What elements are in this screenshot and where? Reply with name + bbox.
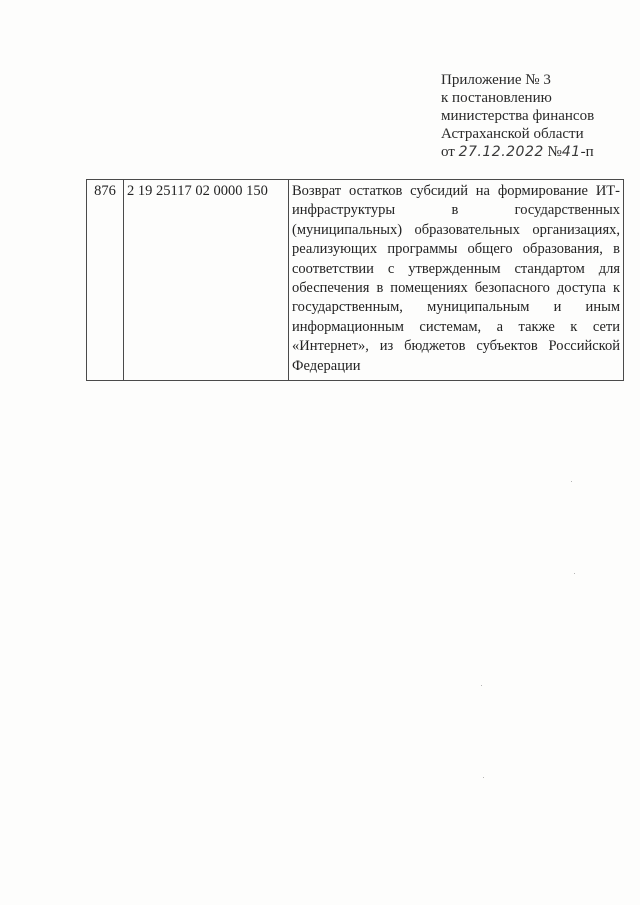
number-prefix: № (547, 144, 562, 160)
appendix-title: Приложение № 3 (441, 72, 551, 88)
number-suffix: -п (580, 144, 594, 160)
table-row (87, 180, 624, 381)
appendix-date-line (441, 143, 626, 161)
handwritten-number: 41 (561, 144, 581, 160)
date-prefix: от (441, 144, 455, 160)
handwritten-date: 27.12.2022 (458, 144, 544, 160)
budget-code-table (86, 179, 624, 381)
scan-speck (483, 777, 484, 778)
appendix-region: Астраханской области (441, 126, 584, 142)
appendix-ministry: министерства финансов (441, 108, 595, 124)
scan-speck (481, 685, 482, 686)
scan-speck (574, 573, 575, 574)
budget-code-cell: 2 19 25117 02 0000 150 (124, 180, 289, 381)
appendix-to-resolution: к постановлению (441, 90, 552, 106)
scan-speck (571, 481, 572, 482)
row-number-cell: 876 (87, 180, 124, 381)
description-cell: Возврат остатков субсидий на формирование ИТ-инфраструктуры в государственных (муниципальных) образовательных организациях, реализующих программы общего образования, в соответствии с утвержденным стандартом для обеспечения в помещениях безопасного доступа к государственным, муниципальным и иным информационным системам, а также к сети «Интернет», из бюджетов субъектов Российской Федерации (289, 180, 624, 381)
appendix-header (441, 71, 626, 161)
